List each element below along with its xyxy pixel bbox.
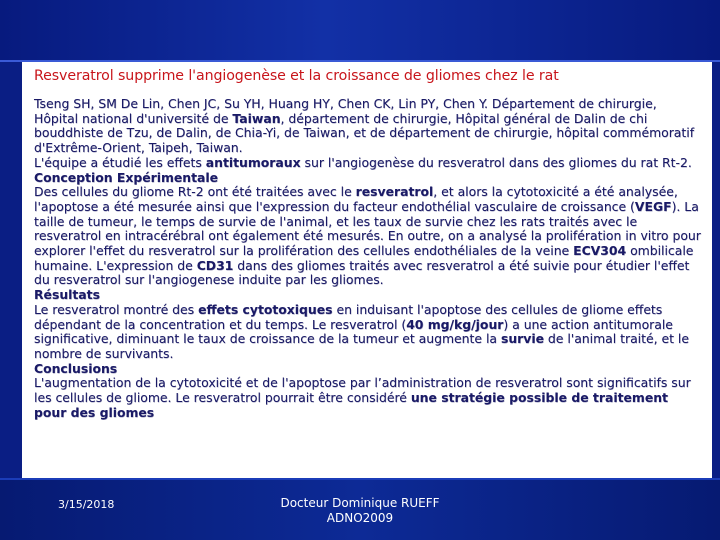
- slide-content: [22, 62, 712, 478]
- text-run: ombilicale humaine. L'expression de: [34, 243, 694, 273]
- bold-text: Résultats: [34, 287, 100, 303]
- footer-event: ADNO2009: [326, 511, 394, 525]
- text-run: ) a une action antitumorale significative, diminuant le taux de croissance de la tumeur et augmente la: [34, 316, 673, 347]
- bold-text: antitumoraux: [205, 154, 301, 170]
- text-run: L'équipe a étudié les effets: [34, 154, 206, 170]
- text-run: dans des gliomes traités avec resveratrol a été suivie pour étudier l'effet du resveratrol sur l'angiogenese induite par les gliomes.: [34, 257, 690, 288]
- text-run: Le resveratrol montré des: [34, 301, 199, 317]
- footer-author-name: Docteur Dominique RUEFF: [280, 496, 440, 510]
- text-run: ). La taille de tumeur, le temps de survie de l'animal, et les taux de survie chez les rats traités avec le resveratrol en intracérébral ont également été mesurés. En outre, on a analysé la prolifération in vitro pour explorer l'effet du resveratrol sur la prolifération des cellules endothéliales de la veine: [34, 198, 701, 259]
- text-run: en induisant l'apoptose des cellules de gliome effets dépendant de la concentration et du temps. Le resveratrol (: [34, 301, 663, 332]
- footer-author: [230, 496, 490, 526]
- text-run: L'augmentation de la cytotoxicité et de l'apoptose par l’administration de resveratrol sont significatifs sur les cellules de gliome. Le resveratrol pourrait être considéré: [34, 375, 691, 406]
- slide-paragraph: [34, 97, 704, 156]
- slide-paragraph: [34, 288, 704, 303]
- text-run: Tseng SH, SM De Lin, Chen JC, Su YH, Huang HY, Chen CK, Lin PY, Chen Y. Département de chirurgie, Hôpital national d'université de: [34, 96, 657, 126]
- slide-paragraph: [34, 156, 704, 185]
- header-band: [0, 0, 720, 62]
- slide-title: Resveratrol supprime l'angiogenèse et la croissance de gliomes chez le rat: [34, 68, 559, 84]
- bold-text: Conclusions: [34, 360, 118, 376]
- bold-text: une stratégie possible de traitement pour des gliomes: [34, 390, 668, 420]
- slide-paragraph: [34, 185, 704, 288]
- slide-body: [34, 97, 704, 420]
- footer-date: 3/15/2018: [58, 498, 115, 511]
- bold-text: effets cytotoxiques: [198, 301, 333, 317]
- text-run: , département de chirurgie, Hôpital général de Dalin de chi bouddhiste de Tzu, de Dalin, de Chia-Yi, de Taiwan, et de département de chirurgie, hôpital commémoratif d'Extrême-Orient, Taipeh, Taiwan.: [34, 110, 695, 156]
- bold-text: survie: [500, 331, 544, 347]
- bold-text: Conception Expérimentale: [34, 169, 219, 185]
- slide-paragraph: [34, 376, 704, 420]
- bold-text: 40 mg/kg/jour: [406, 316, 504, 332]
- bold-text: resveratrol: [355, 184, 434, 200]
- text-run: Des cellules du gliome Rt-2 ont été traitées avec le: [34, 184, 356, 200]
- slide-paragraph: [34, 362, 704, 377]
- slide-paragraph: [34, 303, 704, 362]
- text-run: , et alors la cytotoxicité a été analysée, l'apoptose a été mesurée ainsi que l'expression du facteur endothélial vasculaire de croissance (: [34, 184, 678, 214]
- bold-text: CD31: [196, 257, 234, 273]
- text-run: de l'animal traité, et le nombre de survivants.: [34, 331, 689, 361]
- text-run: sur l'angiogenèse du resveratrol dans des gliomes du rat Rt-2.: [300, 154, 692, 170]
- bold-text: Taiwan: [232, 110, 281, 126]
- bold-text: ECV304: [573, 243, 627, 259]
- bold-text: VEGF: [634, 198, 672, 214]
